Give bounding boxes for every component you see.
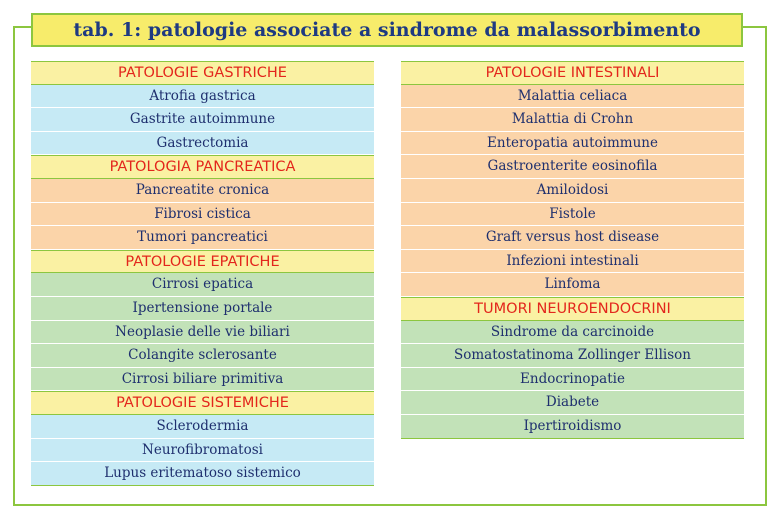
- list-item: Neurofibromatosi: [31, 439, 374, 463]
- list-item: Neoplasie delle vie biliari: [31, 321, 374, 345]
- list-item: Linfoma: [401, 273, 744, 297]
- list-item: Graft versus host disease: [401, 226, 744, 250]
- section-heading-systemic: PATOLOGIE SISTEMICHE: [31, 391, 374, 415]
- list-item: Gastrectomia: [31, 132, 374, 156]
- list-item: Diabete: [401, 391, 744, 415]
- list-item: Endocrinopatie: [401, 368, 744, 392]
- list-item: Tumori pancreatici: [31, 226, 374, 250]
- list-item: Enteropatia autoimmune: [401, 132, 744, 156]
- section-heading-gastric: PATOLOGIE GASTRICHE: [31, 61, 374, 85]
- section-heading-neuroendocrine: TUMORI NEUROENDOCRINI: [401, 297, 744, 321]
- left-column: [31, 61, 374, 486]
- list-item: Malattia celiaca: [401, 85, 744, 109]
- right-column: [401, 61, 744, 439]
- section-heading-hepatic: PATOLOGIE EPATICHE: [31, 250, 374, 274]
- list-item: Gastrite autoimmune: [31, 108, 374, 132]
- list-item: Lupus eritematoso sistemico: [31, 462, 374, 486]
- list-item: Ipertiroidismo: [401, 415, 744, 439]
- list-item: Fibrosi cistica: [31, 203, 374, 227]
- list-item: Atrofia gastrica: [31, 85, 374, 109]
- list-item: Sindrome da carcinoide: [401, 321, 744, 345]
- list-item: Colangite sclerosante: [31, 344, 374, 368]
- list-item: Cirrosi biliare primitiva: [31, 368, 374, 392]
- list-item: Cirrosi epatica: [31, 273, 374, 297]
- list-item: Gastroenterite eosinofila: [401, 155, 744, 179]
- list-item: Fistole: [401, 203, 744, 227]
- section-heading-intestinal: PATOLOGIE INTESTINALI: [401, 61, 744, 85]
- list-item: Sclerodermia: [31, 415, 374, 439]
- list-item: Amiloidosi: [401, 179, 744, 203]
- list-item: Pancreatite cronica: [31, 179, 374, 203]
- list-item: Somatostatinoma Zollinger Ellison: [401, 344, 744, 368]
- list-item: Malattia di Crohn: [401, 108, 744, 132]
- list-item: Infezioni intestinali: [401, 250, 744, 274]
- section-heading-pancreatic: PATOLOGIA PANCREATICA: [31, 155, 374, 179]
- list-item: Ipertensione portale: [31, 297, 374, 321]
- table-title: tab. 1: patologie associate a sindrome da malassorbimento: [31, 13, 743, 47]
